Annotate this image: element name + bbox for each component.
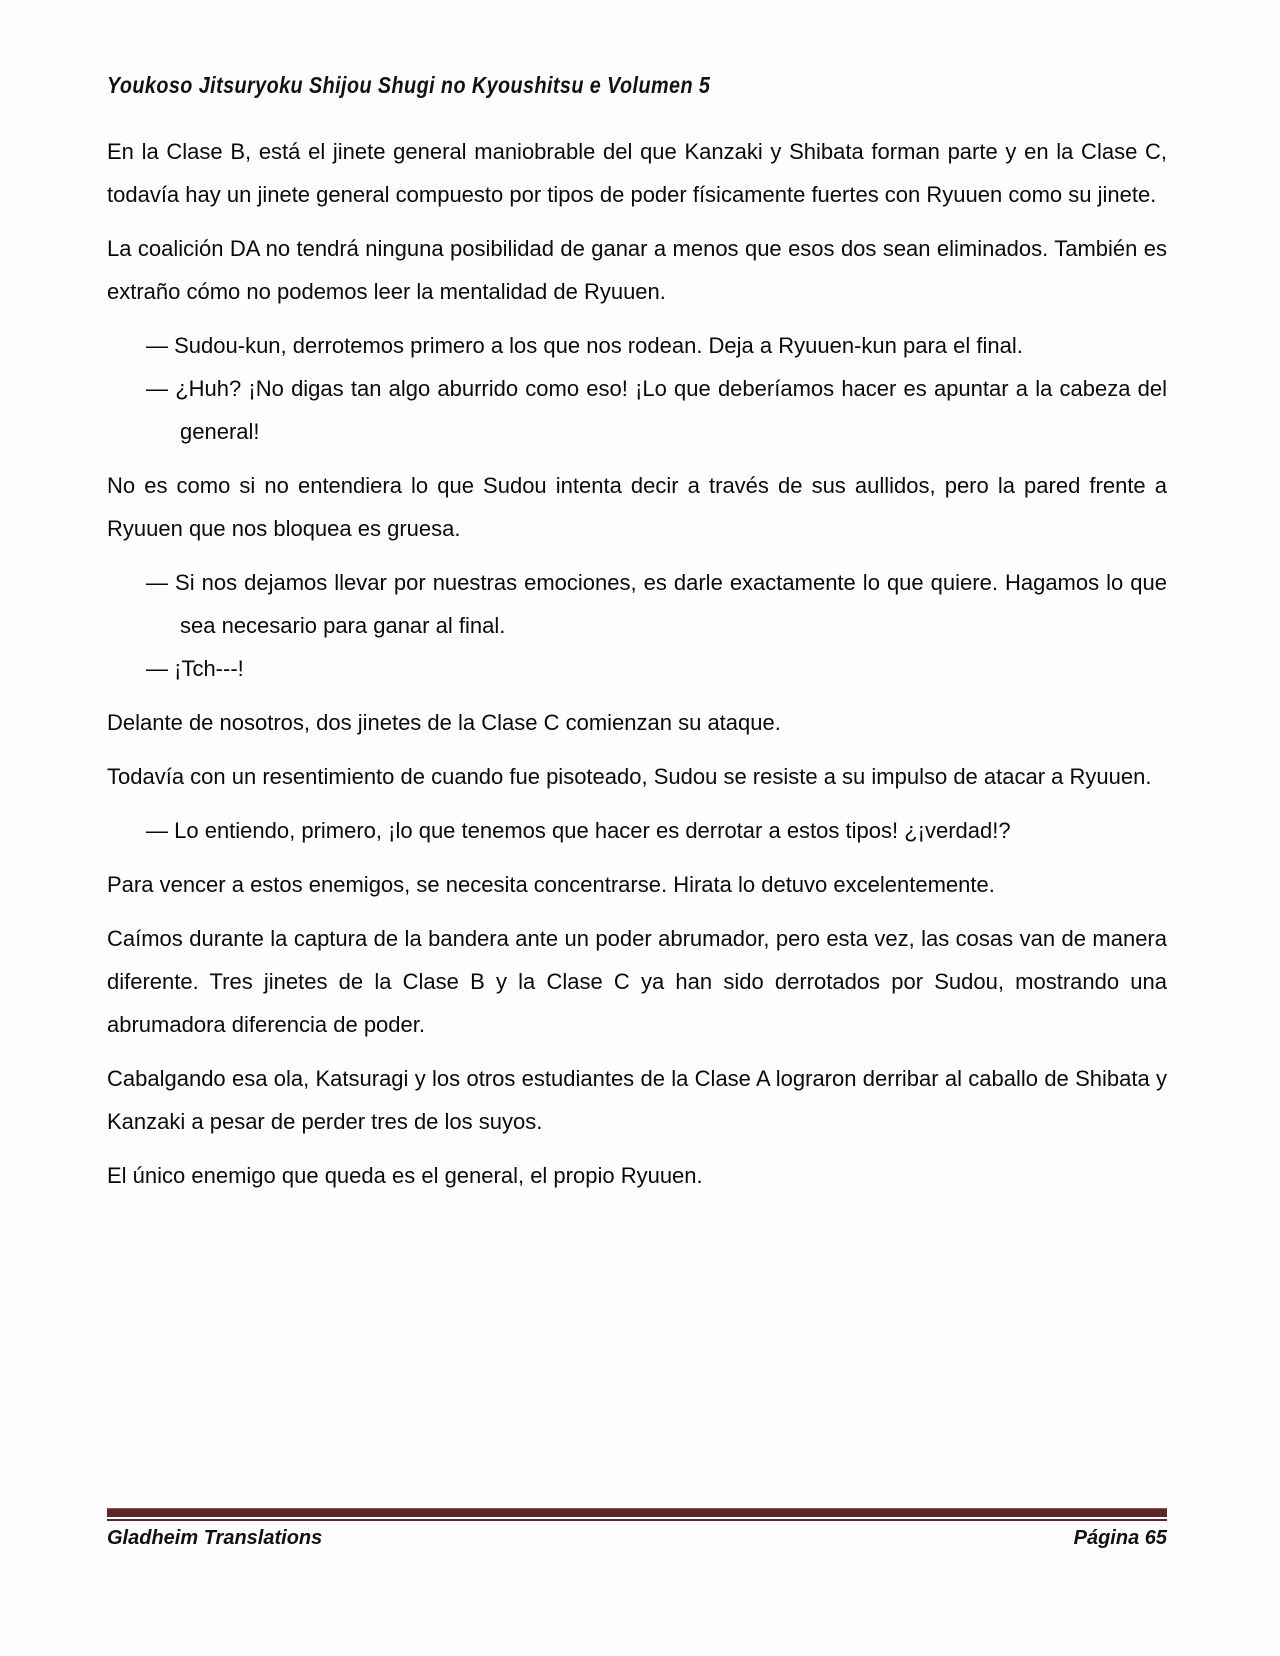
dialogue-text: Si nos dejamos llevar por nuestras emociones, es darle exactamente lo que quiere. Hagamos lo que sea necesario para ganar al final. [175, 570, 1167, 638]
footer-page-number: Página 65 [1073, 1527, 1167, 1549]
dialogue-list [107, 324, 1167, 453]
dialogue-line [107, 809, 1167, 852]
dialogue-dash: — [146, 656, 168, 681]
footer-divider-thick-line [107, 1508, 1167, 1517]
paragraph: En la Clase B, está el jinete general maniobrable del que Kanzaki y Shibata forman parte y en la Clase C, todavía hay un jinete general compuesto por tipos de poder físicamente fuertes con Ryuuen como su jinete. [107, 139, 1167, 207]
dialogue-list [107, 561, 1167, 690]
dialogue-dash: — [146, 376, 168, 401]
paragraph: No es como si no entendiera lo que Sudou intenta decir a través de sus aullidos, pero la pared frente a Ryuuen que nos bloquea es gruesa. [107, 473, 1167, 541]
dialogue-dash: — [146, 570, 168, 595]
dialogue-line [107, 561, 1167, 647]
dialogue-text: ¿Huh? ¡No digas tan algo aburrido como eso! ¡Lo que deberíamos hacer es apuntar a la cabeza del general! [175, 376, 1167, 444]
paragraph: Para vencer a estos enemigos, se necesita concentrarse. Hirata lo detuvo excelentemente. [107, 872, 995, 897]
dialogue-dash: — [146, 818, 168, 843]
dialogue-line [107, 324, 1167, 367]
footer-divider [107, 1508, 1167, 1521]
dialogue-text: Sudou-kun, derrotemos primero a los que nos rodean. Deja a Ryuuen-kun para el final. [174, 333, 1023, 358]
paragraph: Delante de nosotros, dos jinetes de la Clase C comienzan su ataque. [107, 710, 781, 735]
paragraph: La coalición DA no tendrá ninguna posibilidad de ganar a menos que esos dos sean eliminados. También es extraño cómo no podemos leer la mentalidad de Ryuuen. [107, 236, 1167, 304]
paragraph: El único enemigo que queda es el general, el propio Ryuuen. [107, 1163, 703, 1188]
dialogue-dash: — [146, 333, 168, 358]
dialogue-line [107, 367, 1167, 453]
page-title: Youkoso Jitsuryoku Shijou Shugi no Kyoushitsu e Volumen 5 [107, 72, 711, 98]
paragraph: Cabalgando esa ola, Katsuragi y los otros estudiantes de la Clase A lograron derribar al caballo de Shibata y Kanzaki a pesar de perder tres de los suyos. [107, 1066, 1167, 1134]
dialogue-list [107, 809, 1167, 852]
paragraph: Todavía con un resentimiento de cuando fue pisoteado, Sudou se resiste a su impulso de atacar a Ryuuen. [107, 764, 1152, 789]
footer-translator-credit: Gladheim Translations [107, 1527, 323, 1549]
dialogue-line [107, 647, 1167, 690]
footer-divider-thin-line [107, 1519, 1167, 1521]
paragraph: Caímos durante la captura de la bandera ante un poder abrumador, pero esta vez, las cosas van de manera diferente. Tres jinetes de la Clase B y la Clase C ya han sido derrotados por Sudou, mostrando una abrumadora diferencia de poder. [107, 926, 1167, 1037]
page-footer [107, 1527, 1167, 1550]
dialogue-text: ¡Tch---! [174, 656, 244, 681]
document-body [107, 130, 1167, 1208]
dialogue-text: Lo entiendo, primero, ¡lo que tenemos que hacer es derrotar a estos tipos! ¿¡verdad!? [174, 818, 1011, 843]
